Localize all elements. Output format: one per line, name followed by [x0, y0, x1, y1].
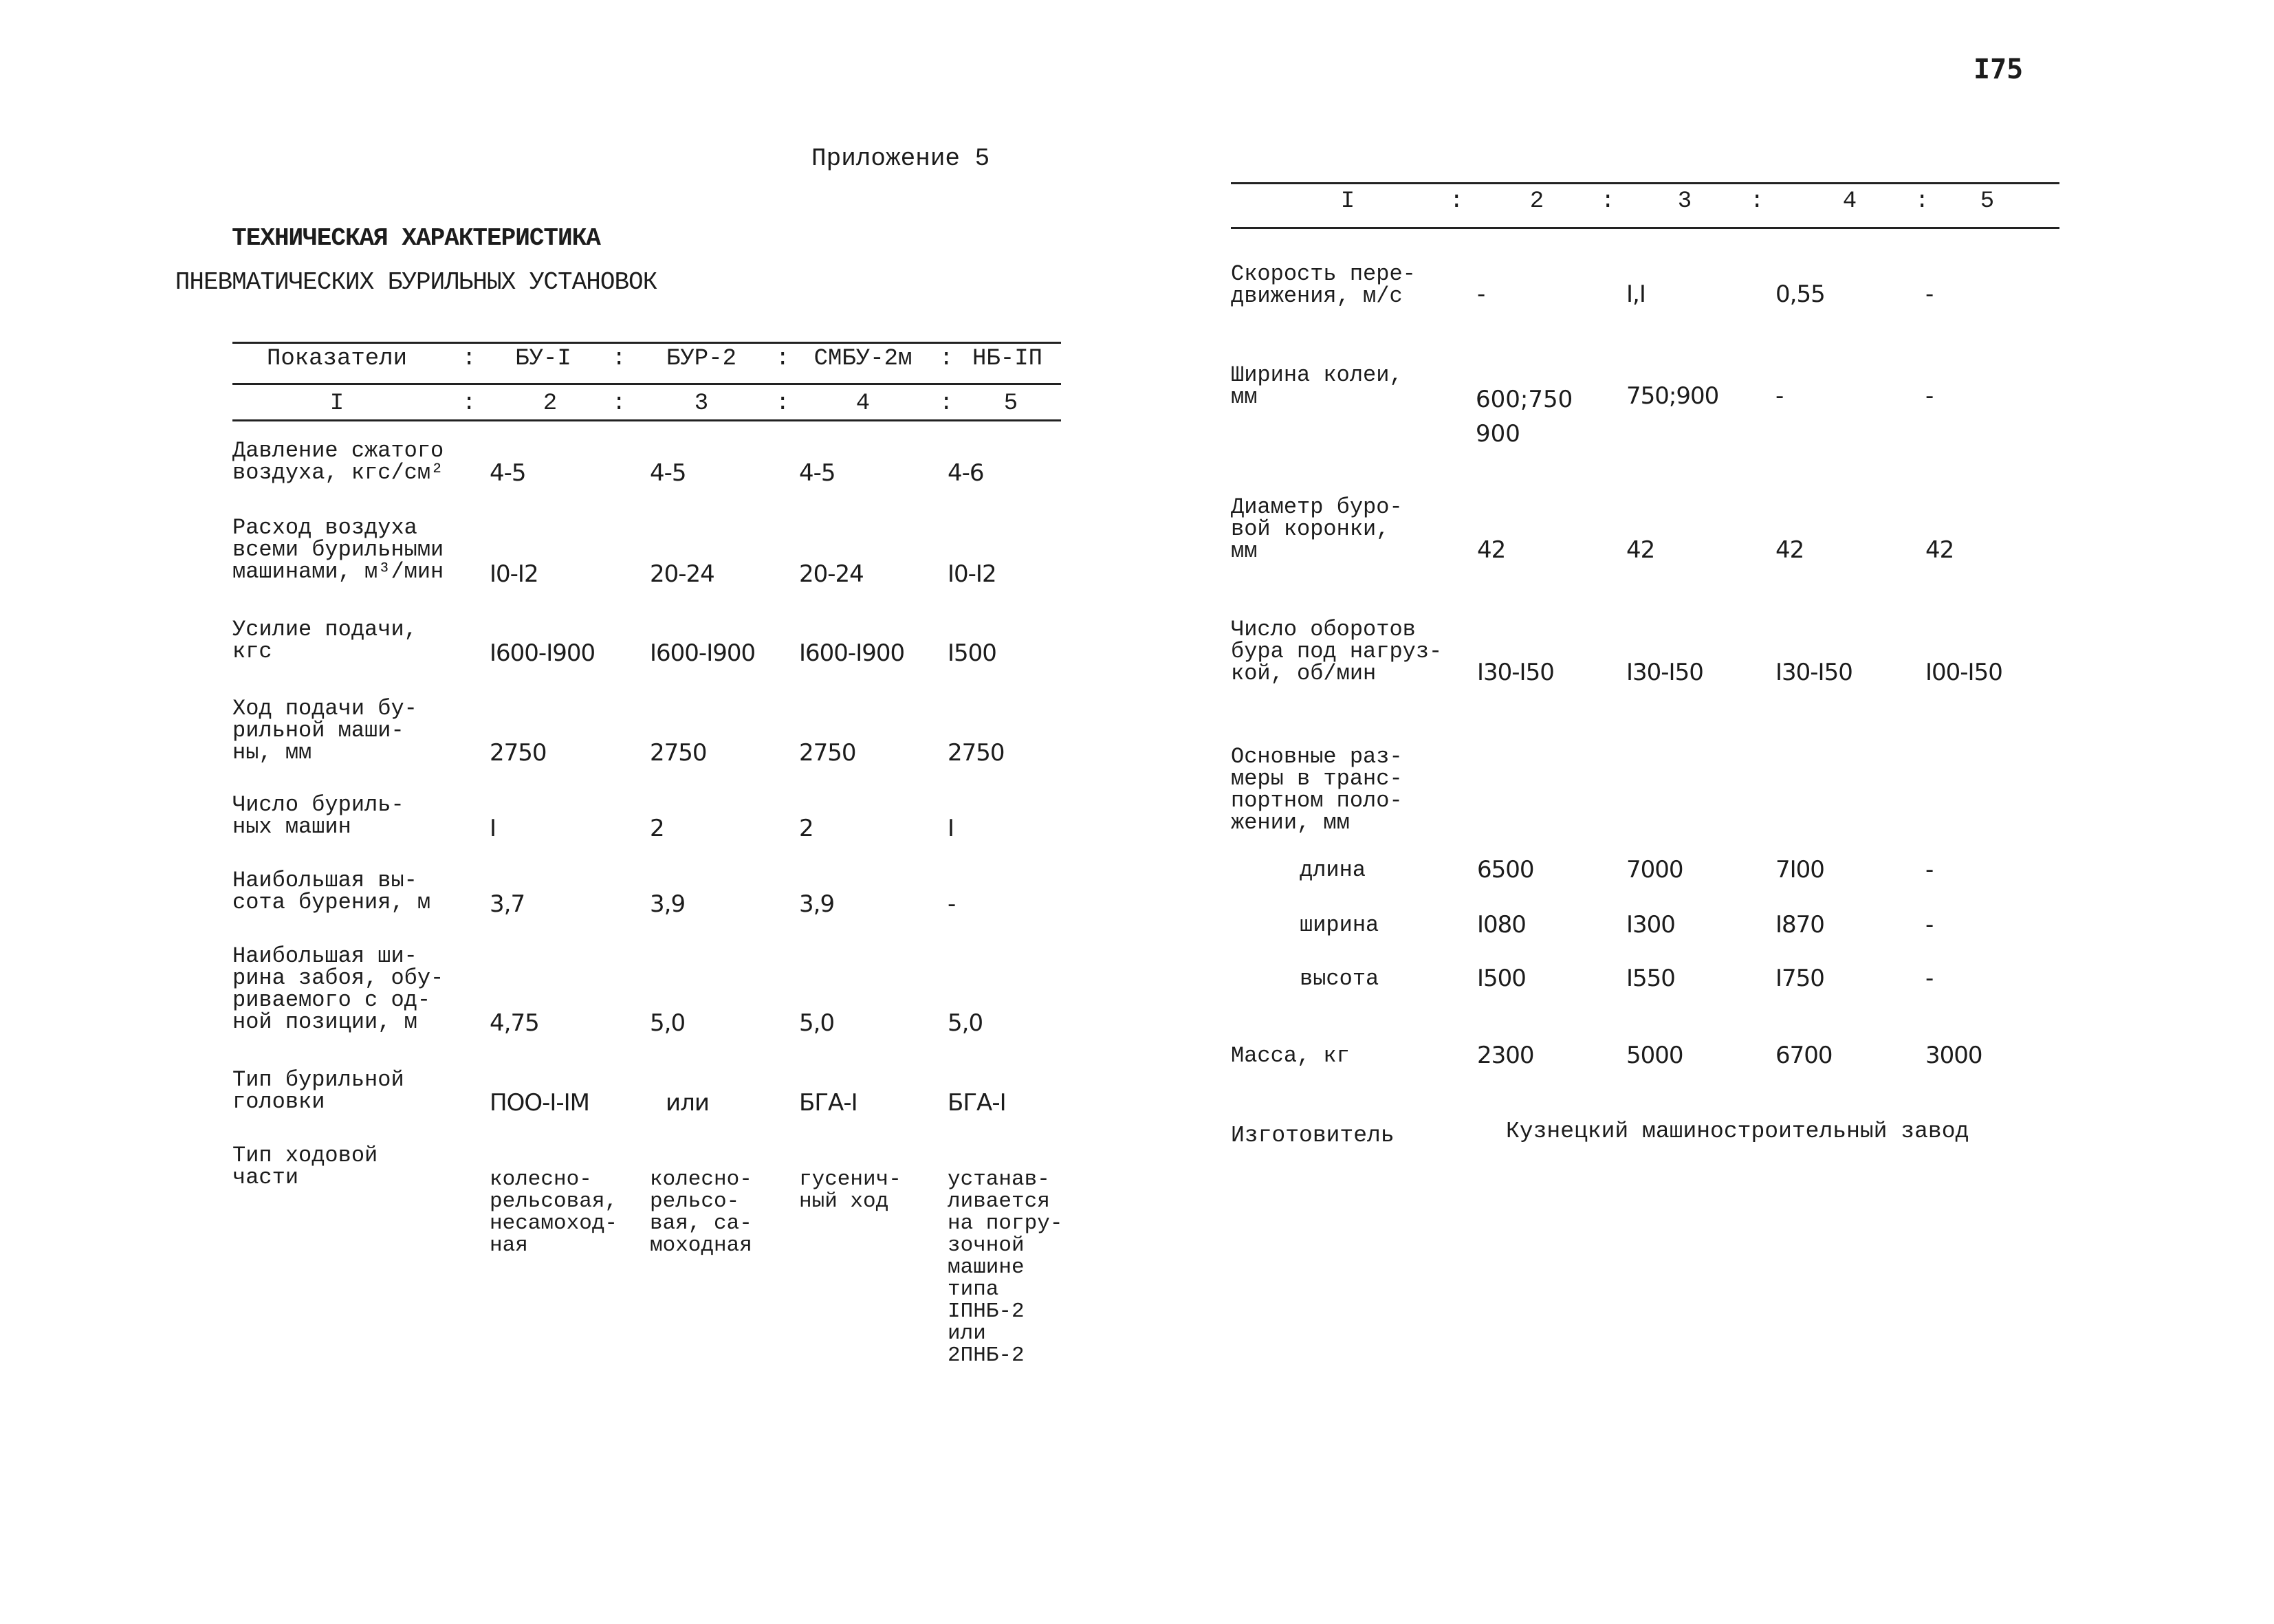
row-value: I500: [948, 639, 996, 667]
row-label-height: высота: [1300, 966, 1379, 991]
row-value: гусенич- ный ход: [799, 1167, 901, 1214]
row-value: колесно- рельсовая, несамоход- ная: [490, 1167, 618, 1258]
right-col-number-5: 5: [1980, 188, 1995, 215]
row-value: 2750: [490, 739, 547, 767]
row-label-max-width: Наибольшая ши- рина забоя, обу- риваемого с од- ной позиции, м: [232, 943, 444, 1035]
row-label-drill-head-type: Тип бурильной головки: [232, 1067, 404, 1115]
row-value: 2750: [799, 739, 856, 767]
row-value: I: [490, 815, 496, 842]
row-value: 5,0: [948, 1009, 983, 1037]
colon: :: [939, 346, 954, 372]
row-value: -: [1925, 911, 1934, 939]
row-label-length: длина: [1300, 857, 1366, 883]
row-label-undercarriage-type: Тип ходовой части: [232, 1143, 378, 1190]
row-value: -: [948, 890, 956, 918]
row-value: 42: [1775, 536, 1804, 564]
row-value: 2: [799, 815, 813, 842]
row-value: I30-I50: [1477, 659, 1554, 686]
row-value: 2300: [1477, 1042, 1534, 1069]
left-col-number-1: I: [329, 391, 345, 417]
row-value: -: [1925, 856, 1934, 884]
row-value: I,I: [1626, 281, 1646, 308]
row-value: 7I00: [1775, 856, 1824, 884]
colon: :: [1450, 188, 1464, 215]
left-header-indicators: Показатели: [266, 346, 408, 372]
row-label-max-height: Наибольшая вы- сота бурения, м: [232, 868, 431, 915]
row-value: I0-I2: [948, 560, 996, 588]
row-value: 3000: [1925, 1042, 1982, 1069]
left-header-nb1p: НБ-IП: [972, 346, 1043, 372]
colon: :: [612, 346, 626, 372]
left-col-number-3: 3: [694, 391, 709, 417]
row-value: I550: [1626, 965, 1675, 992]
right-table-top-rule: [1231, 182, 2059, 184]
right-col-number-1: I: [1340, 188, 1355, 215]
row-value: I: [948, 815, 954, 842]
right-table-header-rule: [1231, 227, 2059, 229]
row-label-bit-diameter: Диаметр буро- вой коронки, мм: [1231, 494, 1403, 564]
row-label-feed-stroke: Ход подачи бу- рильной маши- ны, мм: [232, 696, 417, 765]
row-value: 3,9: [650, 890, 686, 918]
left-table-top-rule: [232, 342, 1061, 344]
row-value: 4,75: [490, 1009, 539, 1037]
row-value: 3,9: [799, 890, 835, 918]
row-value: I600-I900: [799, 639, 905, 667]
colon: :: [776, 346, 790, 372]
right-col-number-2: 2: [1529, 188, 1544, 215]
row-label-rotation-speed: Число оборотов бура под нагруз- кой, об/мин: [1231, 617, 1443, 686]
row-value: устанав- ливается на погру- зочной машине типа IПНБ-2 или 2ПНБ-2: [948, 1167, 1063, 1368]
row-value: I30-I50: [1626, 659, 1703, 686]
row-value: -: [1477, 281, 1485, 308]
row-value: 4-5: [650, 459, 686, 487]
title-line-1: ТЕХНИЧЕСКАЯ ХАРАКТЕРИСТИКА: [232, 224, 600, 252]
row-value: 3,7: [490, 890, 525, 918]
row-label-track-gauge: Ширина колеи, мм: [1231, 362, 1403, 410]
right-col-number-3: 3: [1677, 188, 1692, 215]
row-value: -: [1925, 281, 1934, 308]
row-value: 5000: [1626, 1042, 1683, 1069]
left-col-number-2: 2: [543, 391, 558, 417]
row-value: I0-I2: [490, 560, 538, 588]
row-label-air-pressure: Давление сжатого воздуха, кгс/см²: [232, 438, 444, 485]
appendix-label: Приложение 5: [811, 144, 990, 173]
row-value: 4-5: [490, 459, 526, 487]
row-value: 42: [1477, 536, 1506, 564]
row-value: 750;900: [1626, 382, 1719, 410]
row-value: I30-I50: [1775, 659, 1852, 686]
row-value: 600;750 900: [1476, 386, 1573, 448]
row-value: I600-I900: [490, 639, 595, 667]
left-header-bu1: БУ-I: [515, 346, 571, 372]
title-line-2: ПНЕВМАТИЧЕСКИХ БУРИЛЬНЫХ УСТАНОВОК: [175, 268, 657, 296]
row-value: БГА-I: [948, 1089, 1006, 1117]
colon: :: [1601, 188, 1615, 215]
row-value: 42: [1925, 536, 1954, 564]
row-label-air-consumption: Расход воздуха всеми бурильными машинами, м³/мин: [232, 515, 444, 584]
row-value: -: [1925, 965, 1934, 992]
row-value: 42: [1626, 536, 1655, 564]
row-value: ПОО-I-IМ: [490, 1089, 590, 1117]
row-label-mass: Масса, кг: [1231, 1043, 1350, 1068]
row-value: I300: [1626, 911, 1675, 939]
row-value: 6500: [1477, 856, 1534, 884]
colon: :: [1915, 188, 1929, 215]
colon: :: [776, 391, 790, 417]
left-col-number-5: 5: [1003, 391, 1018, 417]
row-value: 0,55: [1775, 281, 1825, 308]
row-label-drill-count: Число буриль- ных машин: [232, 792, 404, 840]
row-label-transport-dimensions: Основные раз- меры в транс- портном поло- жении, мм: [1231, 744, 1403, 835]
row-label-travel-speed: Скорость пере- движения, м/с: [1231, 261, 1416, 309]
right-col-number-4: 4: [1842, 188, 1857, 215]
left-table-mid-rule: [232, 383, 1061, 385]
row-value: 20-24: [650, 560, 714, 588]
row-value: -: [1775, 382, 1784, 410]
row-value: 2750: [650, 739, 707, 767]
row-value: 5,0: [650, 1009, 686, 1037]
colon: :: [939, 391, 954, 417]
row-value: 6700: [1775, 1042, 1833, 1069]
row-value: 7000: [1626, 856, 1683, 884]
row-value: I750: [1775, 965, 1824, 992]
manufacturer-value: Кузнецкий машиностроительный завод: [1506, 1119, 1969, 1144]
colon: :: [462, 346, 477, 372]
row-value: -: [1925, 382, 1934, 410]
row-label-width: ширина: [1300, 912, 1379, 938]
row-value: колесно- рельсо- вая, са- моходная: [650, 1167, 752, 1258]
row-value: 2: [650, 815, 664, 842]
page-number: I75: [1974, 54, 2024, 85]
row-value: I870: [1775, 911, 1824, 939]
left-header-bur2: БУР-2: [666, 346, 737, 372]
row-value: I080: [1477, 911, 1526, 939]
left-col-number-4: 4: [855, 391, 871, 417]
row-value: I500: [1477, 965, 1526, 992]
row-value: 20-24: [799, 560, 864, 588]
row-value: I00-I50: [1925, 659, 2002, 686]
row-value: 4-5: [799, 459, 835, 487]
left-table-bottom-rule: [232, 419, 1061, 421]
row-value: или: [666, 1089, 709, 1117]
row-value: 2750: [948, 739, 1005, 767]
left-header-smbu2m: СМБУ-2м: [813, 346, 912, 372]
colon: :: [612, 391, 626, 417]
colon: :: [462, 391, 477, 417]
row-value: I600-I900: [650, 639, 756, 667]
row-value: БГА-I: [799, 1089, 857, 1117]
row-value: 4-6: [948, 459, 984, 487]
row-value: 5,0: [799, 1009, 835, 1037]
colon: :: [1750, 188, 1764, 215]
manufacturer-label: Изготовитель: [1231, 1123, 1395, 1148]
row-label-feed-force: Усилие подачи, кгс: [232, 617, 417, 664]
